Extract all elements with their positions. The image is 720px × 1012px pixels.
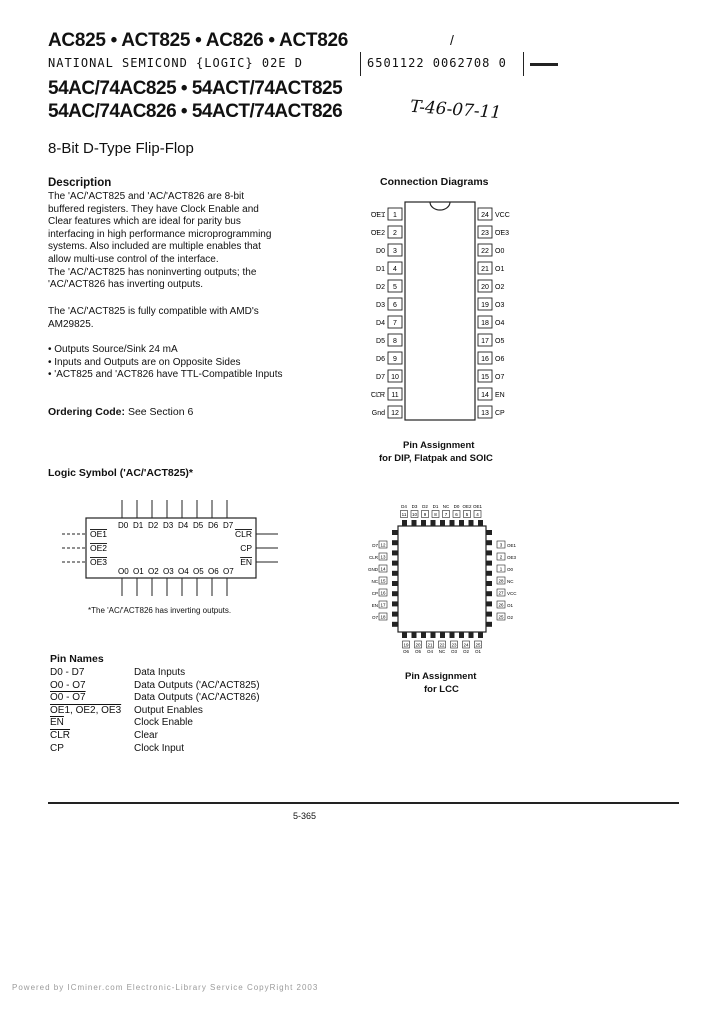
lcc-top-label: OE2 (462, 504, 472, 509)
enable-label: OE3 (90, 557, 108, 567)
dip-pin-number: 17 (481, 338, 489, 345)
lcc-right-number: 26 (498, 602, 504, 608)
logic-input-lines (118, 500, 234, 530)
output-label: O7 (223, 567, 234, 576)
lcc-top-number: 5 (465, 512, 469, 517)
enable-label: OE2 (90, 543, 108, 553)
lcc-left-label: CP (371, 591, 378, 596)
lcc-bottom-number: 23 (451, 642, 457, 648)
text-line: AM29825. (48, 318, 94, 330)
input-label: D1 (133, 521, 144, 530)
lcc-pad-bottom (469, 632, 474, 638)
lcc-left-label: CLR (368, 555, 378, 560)
lcc-body (398, 526, 486, 632)
dip-pin-number: 19 (481, 302, 489, 309)
lcc-right-label: O0 (507, 567, 514, 572)
lcc-pad-left (392, 581, 398, 586)
pin-desc: Clock Input (134, 742, 185, 754)
dip-pin-number: 1 (393, 212, 397, 219)
description-para2 (48, 306, 259, 331)
header-bar (530, 63, 558, 66)
lcc-bottom-label: NC (438, 649, 446, 654)
pin-name: O0 - O7 (50, 692, 86, 704)
dip-pin-label: D0 (376, 248, 385, 255)
watermark: Powered by ICminer.com Electronic-Library Service CopyRight 2003 (12, 983, 319, 992)
dip-pin-label: EN (495, 392, 505, 399)
dip-notch (430, 202, 450, 210)
lcc-pad-right (486, 601, 492, 606)
pin-names-col (50, 667, 121, 755)
lcc-right-number: 1 (499, 566, 503, 572)
pin-name: OE1, OE2, OE3 (50, 704, 122, 716)
dip-pin-number: 24 (481, 212, 489, 219)
lcc-top-label: D1 (432, 504, 439, 509)
pin-desc: Data Outputs ('AC/'ACT825) (134, 679, 260, 691)
lcc-left-number: 14 (380, 566, 386, 572)
text-line: interfacing in high performance microprogramming (48, 228, 272, 240)
text-line: The 'AC/'ACT825 and 'AC/'ACT826 are 8-bit (48, 191, 245, 202)
enable-label: OE1 (90, 529, 108, 539)
lcc-bottom-label: O2 (462, 649, 470, 654)
input-label: D3 (163, 521, 174, 530)
dip-pin-label: D4 (376, 320, 385, 327)
dip-pin-label: D5 (376, 338, 385, 345)
lcc-left-label: NC (371, 579, 378, 584)
lcc-bottom-number: 19 (403, 642, 409, 648)
lcc-left-label: GND (368, 567, 378, 572)
control-label: CLR (234, 529, 252, 539)
lcc-bottom-number: 24 (463, 642, 469, 648)
page-number: 5-365 (293, 811, 317, 821)
output-label: O6 (208, 567, 219, 576)
part-title: AC825 • ACT825 • AC826 • ACT826 (48, 30, 348, 51)
lcc-pad-bottom (402, 632, 407, 638)
dip-pin-label: O7 (495, 374, 505, 381)
lcc-right-label: OE1 (507, 543, 517, 548)
feature-item: • Inputs and Outputs are on Opposite Sides (48, 356, 241, 368)
dip-pin-label: VCC (495, 212, 510, 219)
lcc-pad-left (392, 561, 398, 566)
dip-pin-number: 15 (481, 374, 489, 381)
lcc-top-label: OE1 (472, 504, 483, 509)
lcc-bottom-label: O1 (474, 649, 482, 654)
lcc-pad-left (392, 591, 398, 596)
part-numbers-826: 54AC/74AC826 • 54ACT/74ACT826 (48, 101, 343, 122)
description-heading: Description (48, 177, 112, 189)
lcc-right-label: VCC (507, 591, 517, 596)
input-label: D6 (208, 521, 219, 530)
lcc-bottom-number: 22 (439, 642, 445, 648)
dip-pin-number: 4 (393, 266, 397, 273)
dip-pin-number: 5 (393, 284, 397, 291)
lcc-pads (392, 520, 492, 638)
control-label: EN (240, 557, 252, 567)
dip-pin-label: CLR (370, 392, 385, 399)
lcc-top-label: D3 (411, 504, 418, 509)
device-subtitle: 8-Bit D-Type Flip-Flop (48, 140, 194, 157)
dip-pin-number: 2 (393, 230, 397, 237)
text-line: The 'AC/'ACT825 is fully compatible with AMD's (48, 306, 259, 317)
dip-body (405, 202, 475, 420)
lcc-right-label: NC (507, 579, 514, 584)
lcc-right-number: 27 (498, 590, 504, 596)
dip-pin-label: OE2 (370, 230, 385, 237)
input-label: D7 (223, 521, 234, 530)
lcc-left-number: 16 (380, 590, 386, 596)
handwritten-note: T-46-07-11 (409, 96, 502, 124)
dip-pin-label: O0 (495, 248, 505, 255)
lcc-right-label: OE3 (507, 555, 517, 560)
input-label: D5 (193, 521, 204, 530)
lcc-top-number: 6 (455, 512, 458, 517)
dip-pin-number: 13 (481, 410, 489, 417)
dip-pin-label: O3 (495, 302, 505, 309)
pin-desc: Data Inputs (134, 667, 186, 678)
lcc-left-label: D7 (372, 543, 378, 548)
lcc-right-label: O2 (507, 615, 514, 620)
lcc-pad-right (486, 591, 492, 596)
output-label: O1 (133, 567, 144, 576)
lcc-bottom-label: O5 (414, 649, 422, 654)
lcc-top-number: 9 (423, 512, 427, 517)
dip-pin-number: 16 (481, 356, 489, 363)
lcc-pad-top (402, 520, 407, 526)
header-code: 6501122 0062708 0 (367, 56, 507, 70)
part-numbers-825: 54AC/74AC825 • 54ACT/74ACT825 (48, 78, 343, 99)
logic-symbol-diagram (60, 498, 280, 598)
lcc-caption-2: for LCC (424, 684, 459, 695)
text-line: The 'AC/'ACT825 has noninverting outputs; the (48, 266, 257, 278)
dip-caption-2: for DIP, Flatpak and SOIC (379, 453, 493, 464)
dip-pin-number: 9 (393, 356, 397, 363)
lcc-top-number: 4 (476, 512, 479, 517)
lcc-top-number: 11 (401, 512, 407, 517)
lcc-pad-left (392, 540, 398, 545)
description-para1 (48, 191, 271, 292)
logic-symbol-heading: Logic Symbol ('AC/'ACT825)* (48, 467, 194, 479)
dip-left-pins (371, 208, 402, 418)
lcc-top-label: D2 (422, 504, 428, 509)
dip-pin-label: D6 (376, 356, 385, 363)
lcc-left-label: EN (371, 603, 378, 608)
lcc-right-label: O1 (507, 603, 514, 608)
lcc-pad-left (392, 550, 398, 555)
logic-output-lines (118, 567, 234, 596)
dip-pin-label: D3 (376, 302, 385, 309)
lcc-left-number: 17 (380, 602, 386, 608)
lcc-bottom-label: O6 (402, 649, 410, 654)
lcc-pad-right (486, 540, 492, 545)
lcc-bottom-number: 20 (415, 642, 421, 648)
ordering-code-value: See Section 6 (127, 406, 194, 418)
text-line: 'AC/'ACT826 has inverting outputs. (48, 279, 204, 291)
feature-list (48, 344, 282, 382)
lcc-bottom-number: 25 (475, 642, 481, 648)
lcc-pad-bottom (440, 632, 445, 638)
lcc-pad-left (392, 601, 398, 606)
lcc-pad-bottom (459, 632, 464, 638)
lcc-pad-top (459, 520, 464, 526)
pin-desc: Data Outputs ('AC/'ACT826) (134, 692, 260, 704)
dip-pin-number: 3 (393, 248, 397, 255)
logic-left-pins (62, 529, 107, 567)
lcc-caption-1: Pin Assignment (405, 671, 477, 682)
output-label: O4 (178, 567, 189, 576)
dip-pin-label: D7 (376, 374, 385, 381)
lcc-left-number: 13 (380, 554, 386, 560)
text-line: buffered registers. They have Clock Enable and (48, 203, 259, 215)
lcc-bottom-number: 21 (427, 642, 433, 648)
lcc-right-number: 2 (499, 554, 503, 560)
lcc-pad-left (392, 571, 398, 576)
lcc-top-label: NC (442, 504, 450, 509)
dip-pin-number: 6 (393, 302, 397, 309)
lcc-pad-top (450, 520, 455, 526)
input-label: D0 (118, 521, 129, 530)
pin-desc: Clock Enable (134, 717, 193, 729)
lcc-top-number: 10 (411, 512, 418, 517)
lcc-pad-right (486, 550, 492, 555)
lcc-bottom-label: O3 (450, 649, 458, 654)
pin-name: D0 - D7 (50, 667, 85, 678)
dip-pin-label: O1 (495, 266, 505, 273)
dip-pin-number: 18 (481, 320, 489, 327)
lcc-pad-top (440, 520, 445, 526)
dip-pin-number: 22 (481, 248, 489, 255)
lcc-pad-bottom (450, 632, 455, 638)
dip-package (360, 198, 520, 428)
text-line: allow multi-use control of the interface. (48, 253, 219, 265)
lcc-pad-left (392, 530, 398, 535)
pin-desc: Output Enables (134, 704, 203, 716)
dip-pin-number: 11 (391, 392, 399, 399)
feature-item: • Outputs Source/Sink 24 mA (48, 344, 178, 355)
lcc-pad-top (469, 520, 474, 526)
dip-right-pins (478, 208, 510, 418)
pin-name: $\overline{EN}$ (50, 717, 64, 729)
pin-name: O0 - O7 (50, 679, 86, 691)
lcc-left-number: 18 (380, 614, 386, 620)
lcc-right-number: 28 (498, 578, 504, 584)
dip-pin-number: 23 (481, 230, 489, 237)
pin-names-heading: Pin Names (50, 653, 104, 665)
dip-pin-number: 21 (481, 266, 489, 273)
pen-mark: / (450, 32, 454, 48)
lcc-left-number: 15 (380, 578, 386, 584)
input-label: D2 (148, 521, 159, 530)
dip-pin-label: O2 (495, 284, 505, 291)
feature-item: • 'ACT825 and 'ACT826 have TTL-Compatible Inputs (48, 369, 283, 381)
ordering-code (48, 406, 193, 418)
lcc-pad-right (486, 622, 492, 627)
lcc-pad-top (412, 520, 417, 526)
lcc-pad-top (421, 520, 426, 526)
lcc-pad-left (392, 622, 398, 627)
lcc-left-label: O7 (371, 615, 378, 620)
lcc-pad-right (486, 530, 492, 535)
text-line: Clear features which are ideal for parity bus (48, 216, 241, 228)
dip-pin-label: O4 (495, 320, 505, 327)
dip-pin-number: 20 (481, 284, 489, 291)
output-label: O3 (163, 567, 174, 576)
text-line: systems. Also included are multiple enables that (48, 241, 261, 253)
lcc-top-label: D4 (401, 504, 407, 509)
pin-name: $\overline{CLR}$ (50, 729, 71, 741)
dip-pin-label: Gnd (371, 410, 385, 417)
lcc-pad-left (392, 612, 398, 617)
dip-pin-label: OE1 (370, 212, 385, 219)
logic-footnote: *The 'AC/'ACT826 has inverting outputs. (88, 606, 232, 615)
lcc-package (360, 502, 520, 654)
dip-pin-number: 7 (393, 320, 397, 327)
pin-name: CP (50, 742, 64, 754)
dip-pin-number: 8 (393, 338, 397, 345)
lcc-top-number: 8 (434, 512, 437, 517)
connection-heading: Connection Diagrams (380, 176, 489, 188)
control-label: CP (240, 543, 252, 553)
dip-pin-label: O6 (495, 356, 505, 363)
dip-pin-number: 12 (391, 410, 399, 417)
header-strip: NATIONAL SEMICOND {LOGIC} 02E D (48, 56, 303, 70)
lcc-pad-right (486, 571, 492, 576)
dip-pin-number: 14 (481, 392, 489, 399)
dip-pin-label: D2 (376, 284, 385, 291)
dip-pin-label: CP (495, 410, 505, 417)
lcc-top-label: D0 (453, 504, 460, 509)
lcc-left-number: 12 (380, 542, 386, 548)
lcc-pad-top (431, 520, 436, 526)
lcc-right-number: 25 (498, 614, 504, 620)
lcc-pad-bottom (421, 632, 426, 638)
output-label: O2 (148, 567, 159, 576)
pin-desc-col (134, 667, 260, 755)
lcc-bottom-label: O4 (426, 649, 434, 654)
lcc-pad-bottom (431, 632, 436, 638)
lcc-pad-bottom (412, 632, 417, 638)
lcc-pad-top (478, 520, 483, 526)
lcc-pad-right (486, 612, 492, 617)
dip-caption-1: Pin Assignment (403, 440, 475, 451)
input-label: D4 (178, 521, 189, 530)
output-label: O0 (118, 567, 129, 576)
output-label: O5 (193, 567, 204, 576)
lcc-pad-bottom (478, 632, 483, 638)
dip-pin-number: 10 (391, 374, 399, 381)
lcc-pad-right (486, 561, 492, 566)
lcc-pad-right (486, 581, 492, 586)
ordering-code-label: Ordering Code: (48, 406, 126, 418)
dip-pin-label: D1 (376, 266, 385, 273)
dip-pin-label: O5 (495, 338, 505, 345)
footer-rule (48, 802, 679, 804)
lcc-right-number: 3 (499, 542, 503, 548)
dip-pin-label: OE3 (495, 230, 510, 237)
lcc-top-number: 7 (444, 512, 448, 517)
pin-desc: Clear (134, 729, 158, 741)
